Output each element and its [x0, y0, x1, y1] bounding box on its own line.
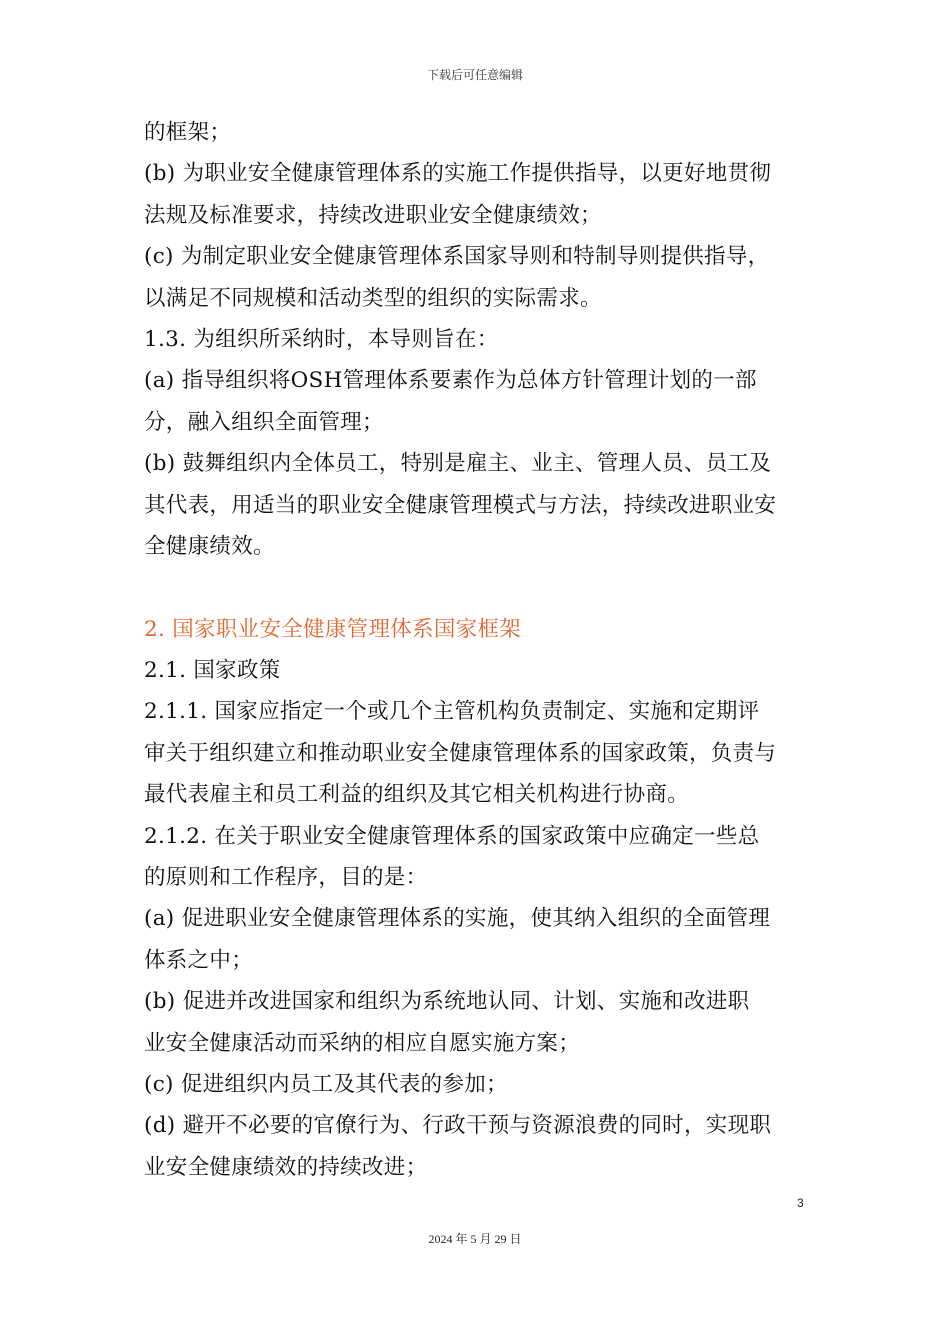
page-header: 下载后可任意编辑 — [426, 68, 523, 82]
text-line: 其代表，用适当的职业安全健康管理模式与方法，持续改进职业安 — [144, 492, 777, 518]
text-line: 最代表雇主和员工利益的组织及其它相关机构进行协商。 — [144, 782, 690, 808]
text-line: 全健康绩效。 — [144, 533, 275, 559]
text-line: 的框架； — [144, 120, 232, 145]
text-line: 2.1.1. 国家应指定一个或几个主管机构负责制定、实施和定期评 — [144, 699, 760, 725]
page-footer-date: 2024 年 5 月 29 日 — [428, 1232, 522, 1246]
text-line: 业安全健康绩效的持续改进； — [144, 1154, 428, 1180]
text-line: 业安全健康活动而采纳的相应自愿实施方案； — [144, 1030, 581, 1056]
page-number: 3 — [797, 1196, 804, 1210]
text-line: (c) 促进组织内员工及其代表的参加； — [144, 1071, 508, 1097]
text-line: (a) 促进职业安全健康管理体系的实施，使其纳入组织的全面管理 — [144, 906, 771, 932]
text-line: 1.3. 为组织所采纳时，本导则旨在： — [144, 326, 499, 352]
text-line: (d) 避开不必要的官僚行为、行政干预与资源浪费的同时，实现职 — [144, 1113, 772, 1139]
text-line: 分，融入组织全面管理； — [144, 409, 384, 435]
text-line: 体系之中； — [144, 947, 254, 973]
blank-line — [144, 567, 808, 608]
text-line: 审关于组织建立和推动职业安全健康管理体系的国家政策，负责与 — [144, 740, 777, 766]
text-line: (b) 为职业安全健康管理体系的实施工作提供指导，以更好地贯彻 — [144, 161, 772, 187]
section-heading: 2. 国家职业安全健康管理体系国家框架 — [144, 616, 522, 642]
text-line: (b) 促进并改进国家和组织为系统地认同、计划、实施和改进职 — [144, 989, 750, 1015]
text-line: 2.1.2. 在关于职业安全健康管理体系的国家政策中应确定一些总 — [144, 823, 760, 849]
text-line: (c) 为制定职业安全健康管理体系国家导则和特制导则提供指导， — [144, 244, 770, 270]
text-line: (b) 鼓舞组织内全体员工，特别是雇主、业主、管理人员、员工及 — [144, 451, 772, 477]
text-line: (a) 指导组织将OSH管理体系要素作为总体方针管理计划的一部 — [144, 368, 757, 394]
text-line: 的原则和工作程序，目的是： — [144, 865, 428, 891]
text-line: 2.1. 国家政策 — [144, 658, 281, 684]
document-body — [144, 112, 808, 1188]
text-line: 法规及标准要求，持续改进职业安全健康绩效； — [144, 202, 602, 228]
text-line: 以满足不同规模和活动类型的组织的实际需求。 — [144, 285, 602, 311]
